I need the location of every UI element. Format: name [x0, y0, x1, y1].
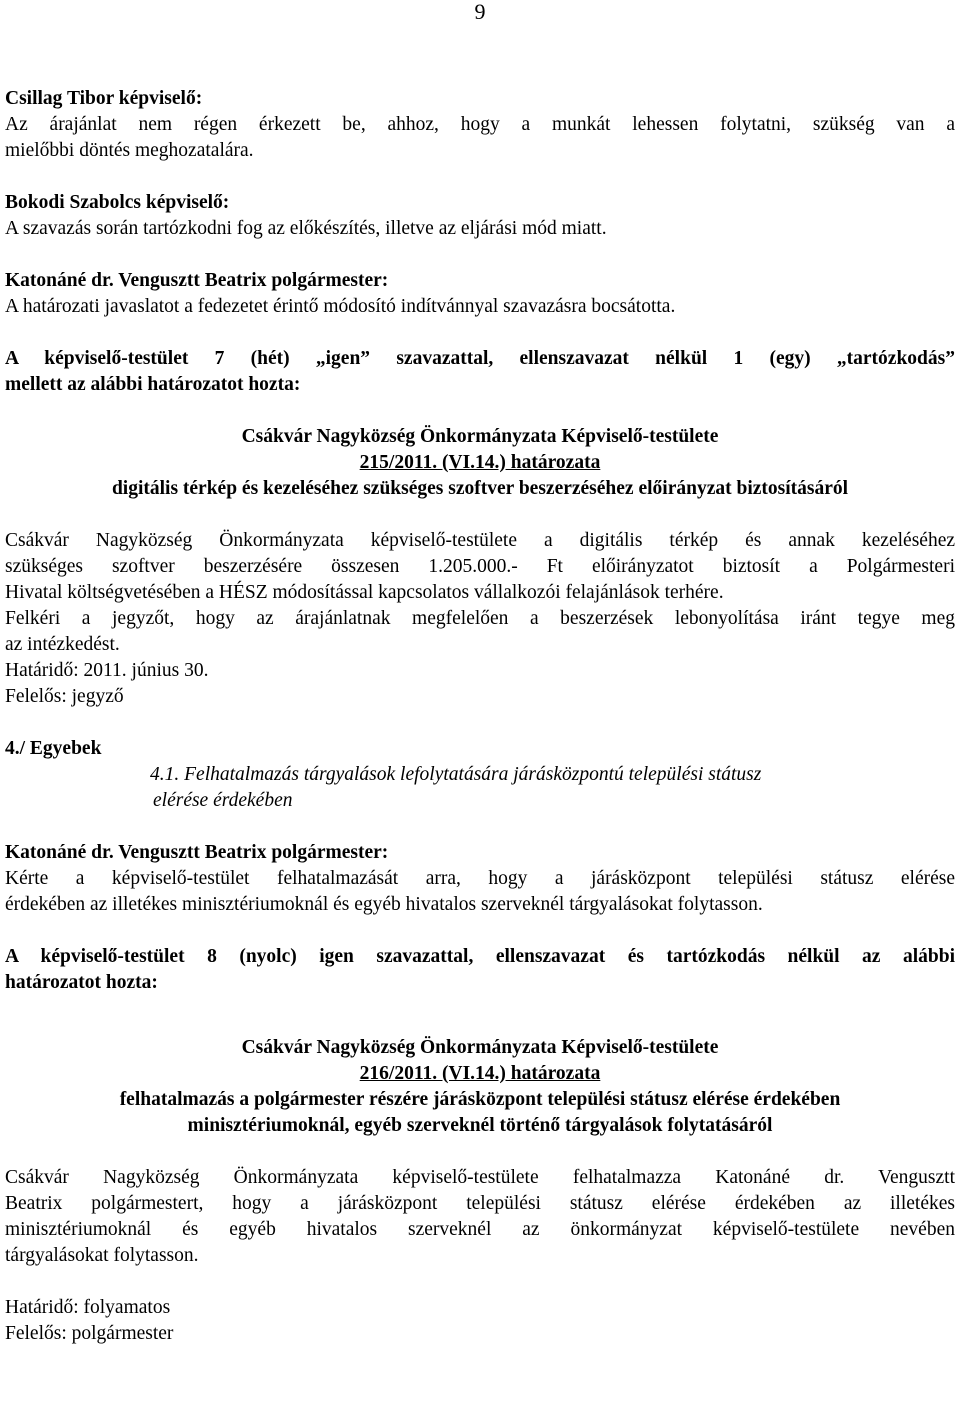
section-heading: 4./ Egyebek	[5, 738, 102, 759]
speech-text: A szavazás során tartózkodni fog az előkészítés, illetve az eljárási mód miatt.	[5, 218, 607, 239]
speaker-heading: Katonáné dr. Vengusztt Beatrix polgármester:	[5, 842, 389, 863]
resolution-number: 216/2011. (VI.14.) határozata	[359, 1063, 601, 1084]
speaker-heading: Katonáné dr. Vengusztt Beatrix polgármester:	[5, 270, 389, 291]
resolution-number: 215/2011. (VI.14.) határozata	[359, 452, 601, 473]
resolution-body: Csákvár Nagyközség Önkormányzata Képviselő-testülete	[241, 1037, 719, 1058]
speech-text: mielőbbi döntés meghozatalára.	[5, 140, 254, 161]
resolution-text: minisztériumoknál és egyéb hivatalos szerveknél az önkormányzat képviselő-testülete nevében	[5, 1219, 955, 1240]
speech-text: Kérte a képviselő-testület felhatalmazását arra, hogy a járásközpont települési státusz elérése	[5, 868, 955, 889]
vote-statement: A képviselő-testület 7 (hét) „igen” szavazattal, ellenszavazat nélkül 1 (egy) „tartózkodás”	[5, 348, 955, 369]
agenda-item: 4.1. Felhatalmazás tárgyalások lefolytatására járásközpontú települési státusz	[150, 764, 762, 785]
resolution-text: szükséges szoftver beszerzésére összesen 1.205.000.- Ft előirányzatot biztosít a Polgármesteri	[5, 556, 955, 577]
deadline: Határidő: folyamatos	[5, 1297, 171, 1318]
resolution-subject: digitális térkép és kezeléséhez szükséges szoftver beszerzéséhez előirányzat biztosításáról	[111, 478, 849, 499]
resolution-subject: felhatalmazás a polgármester részére járásközpont települési státusz elérése érdekében	[119, 1089, 841, 1110]
resolution-text: Hivatal költségvetésében a HÉSZ módosítással kapcsolatos vállalkozói felajánlások terhére.	[5, 582, 724, 603]
speech-text: Az árajánlat nem régen érkezett be, ahhoz, hogy a munkát lehessen folytatni, szükség van a	[5, 114, 955, 135]
resolution-text: tárgyalásokat folytasson.	[5, 1245, 199, 1266]
resolution-text: Beatrix polgármestert, hogy a járásközpont települési státusz elérése érdekében az illetékes	[5, 1193, 955, 1214]
resolution-text: Csákvár Nagyközség Önkormányzata képviselő-testülete a digitális térkép és annak kezeléséhez	[5, 530, 955, 551]
agenda-item: elérése érdekében	[153, 790, 293, 811]
resolution-text: Csákvár Nagyközség Önkormányzata képviselő-testülete felhatalmazza Katonáné dr. Vengusztt	[5, 1167, 955, 1188]
resolution-text: Felkéri a jegyzőt, hogy az árajánlatnak megfelelően a beszerzések lebonyolítása iránt tegye meg	[5, 608, 955, 629]
responsible: Felelős: jegyző	[5, 686, 124, 707]
resolution-text: az intézkedést.	[5, 634, 120, 655]
vote-statement: mellett az alábbi határozatot hozta:	[5, 374, 301, 395]
resolution-body: Csákvár Nagyközség Önkormányzata Képviselő-testülete	[241, 426, 719, 447]
speaker-heading: Bokodi Szabolcs képviselő:	[5, 192, 230, 213]
speech-text: A határozati javaslatot a fedezetet érintő módosító indítvánnyal szavazásra bocsátotta.	[5, 296, 676, 317]
deadline: Határidő: 2011. június 30.	[5, 660, 209, 681]
page-number: 9	[474, 0, 486, 24]
speaker-heading: Csillag Tibor képviselő:	[5, 88, 203, 109]
responsible: Felelős: polgármester	[5, 1323, 174, 1344]
vote-statement: A képviselő-testület 8 (nyolc) igen szavazattal, ellenszavazat és tartózkodás nélkül az alábbi	[5, 946, 955, 967]
speech-text: érdekében az illetékes minisztériumoknál és egyéb hivatalos szerveknél tárgyalásokat folytasson.	[5, 894, 763, 915]
document-body	[5, 86, 955, 1347]
vote-statement: határozatot hozta:	[5, 972, 158, 993]
resolution-subject: minisztériumoknál, egyéb szerveknél történő tárgyalások folytatásáról	[187, 1115, 773, 1136]
